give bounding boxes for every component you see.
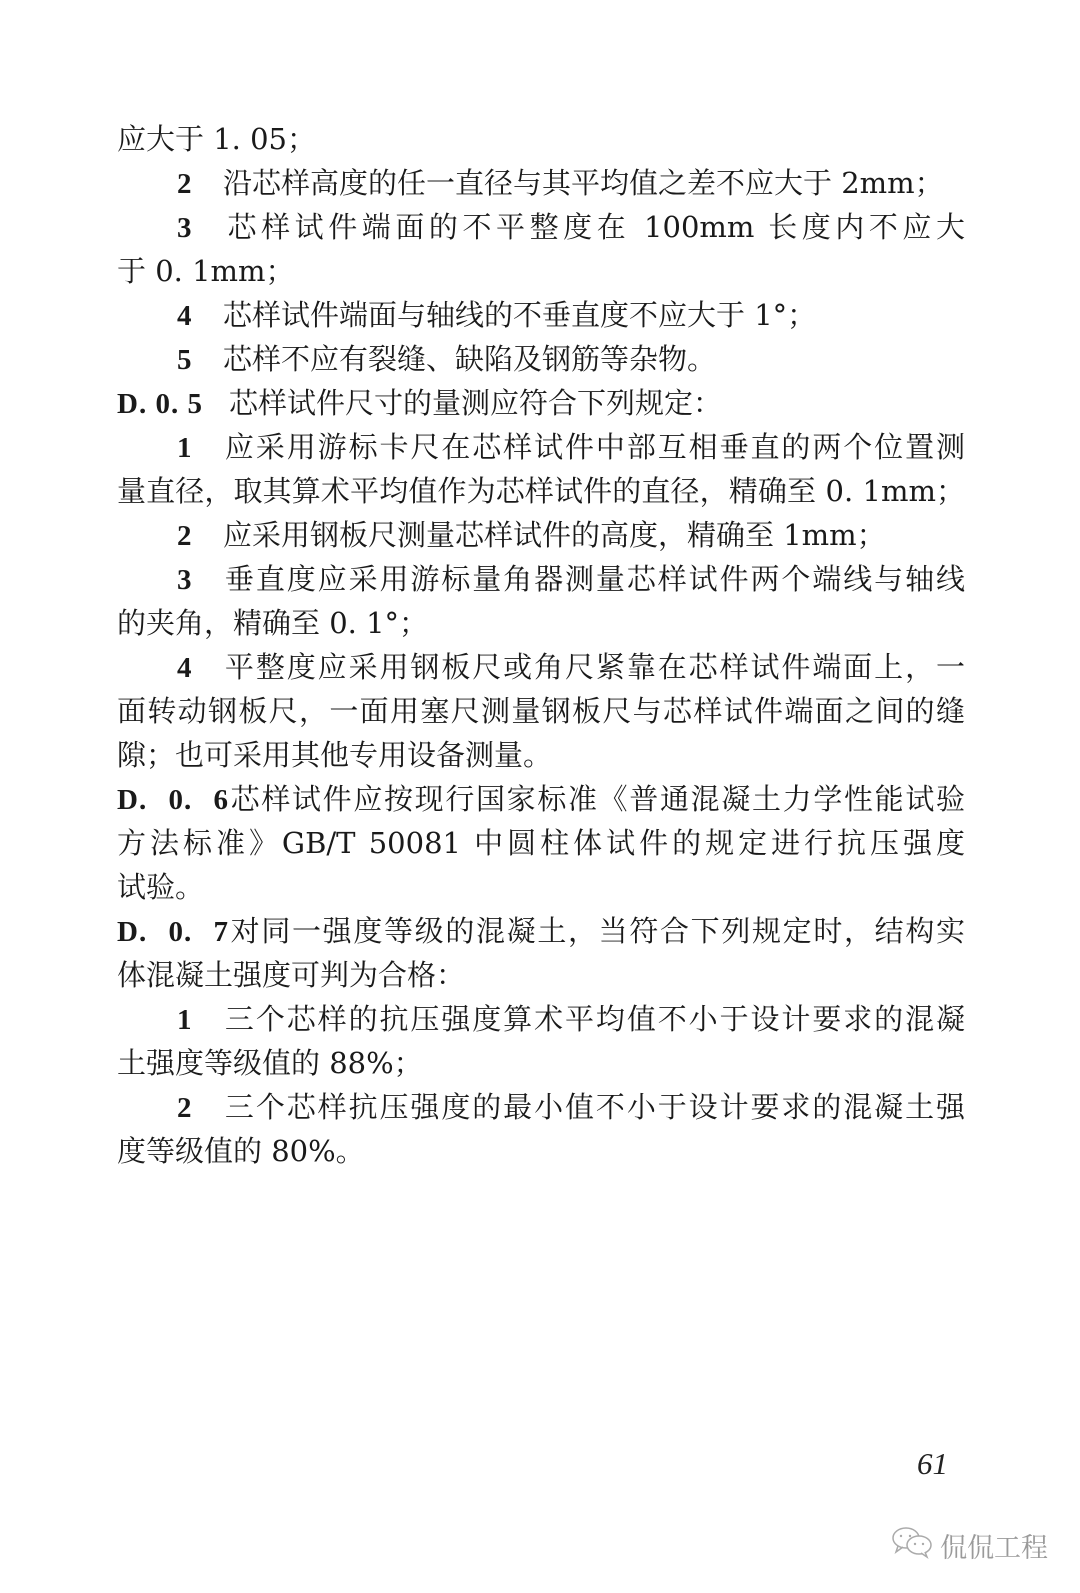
line-text: 三个芯样抗压强度的最小值不小于设计要求的混凝土强 — [223, 1090, 965, 1124]
line-text: 芯样不应有裂缝、缺陷及钢筋等杂物。 — [223, 342, 717, 376]
line-text: 芯样试件尺寸的量测应符合下列规定： — [229, 386, 723, 420]
line-text: 量直径，取其算术平均值作为芯样试件的直径，精确至 0. 1mm； — [117, 474, 965, 508]
list-item-line — [117, 293, 965, 337]
text-line — [117, 865, 965, 909]
line-text: 平整度应采用钢板尺或角尺紧靠在芯样试件端面上，一 — [223, 650, 965, 684]
list-item-line — [117, 513, 965, 557]
line-text: 方法标准》GB/T 50081 中圆柱体试件的规定进行抗压强度 — [117, 826, 965, 860]
list-item-line — [117, 1085, 965, 1129]
item-number: 1 — [177, 1004, 192, 1036]
text-line — [117, 1041, 965, 1085]
item-number: 4 — [177, 652, 192, 684]
clause-line — [117, 777, 965, 821]
line-text: 度等级值的 80%。 — [117, 1134, 365, 1168]
item-number: 2 — [177, 520, 192, 552]
line-text: 对同一强度等级的混凝土，当符合下列规定时，结构实 — [229, 914, 965, 948]
item-number: 1 — [177, 432, 192, 464]
line-text: 芯样试件应按现行国家标准《普通混凝土力学性能试验 — [229, 782, 965, 816]
page-number: 61 — [917, 1446, 948, 1481]
text-line — [117, 821, 965, 865]
text-line — [117, 733, 965, 777]
line-text: 三个芯样的抗压强度算术平均值不小于设计要求的混凝 — [223, 1002, 965, 1036]
line-text: 体混凝土强度可判为合格： — [117, 958, 466, 992]
line-text: 垂直度应采用游标量角器测量芯样试件两个端线与轴线 — [223, 562, 965, 596]
line-text: 芯样试件端面与轴线的不垂直度不应大于 1°； — [223, 298, 817, 332]
list-item-line — [117, 557, 965, 601]
list-item-line — [117, 425, 965, 469]
text-line — [117, 117, 965, 161]
clause-line — [117, 909, 965, 953]
line-text: 沿芯样高度的任一直径与其平均值之差不应大于 2mm； — [223, 166, 944, 200]
list-item-line — [117, 997, 965, 1041]
item-number: 5 — [177, 344, 192, 376]
clause-line — [117, 381, 965, 425]
item-number: 3 — [177, 564, 192, 596]
text-line — [117, 1129, 965, 1173]
watermark-text: 侃侃工程 — [940, 1533, 1048, 1564]
list-item-line — [117, 205, 965, 249]
clause-number: D. 0. 6 — [117, 784, 229, 816]
line-text: 试验。 — [117, 870, 205, 904]
line-text: 的夹角，精确至 0. 1°； — [117, 606, 429, 640]
line-text: 面转动钢板尺，一面用塞尺测量钢板尺与芯样试件端面之间的缝 — [117, 694, 965, 728]
list-item-line — [117, 645, 965, 689]
clause-number: D. 0. 5 — [117, 388, 203, 420]
line-text: 芯样试件端面的不平整度在 100mm 长度内不应大 — [223, 210, 965, 244]
item-number: 3 — [177, 212, 192, 244]
list-item-line — [117, 337, 965, 381]
watermark — [890, 1525, 1048, 1566]
text-line — [117, 601, 965, 645]
item-number: 2 — [177, 1092, 192, 1124]
wechat-icon — [890, 1525, 934, 1566]
line-text: 于 0. 1mm； — [117, 254, 295, 288]
line-text: 应大于 1. 05； — [117, 122, 317, 156]
document-body — [117, 117, 965, 1173]
item-number: 2 — [177, 168, 192, 200]
line-text: 土强度等级值的 88%； — [117, 1046, 423, 1080]
text-line — [117, 689, 965, 733]
line-text: 应采用游标卡尺在芯样试件中部互相垂直的两个位置测 — [223, 430, 965, 464]
clause-number: D. 0. 7 — [117, 916, 229, 948]
line-text: 隙；也可采用其他专用设备测量。 — [117, 738, 553, 772]
line-text: 应采用钢板尺测量芯样试件的高度，精确至 1mm； — [223, 518, 886, 552]
text-line — [117, 249, 965, 293]
list-item-line — [117, 161, 965, 205]
text-line — [117, 953, 965, 997]
text-line — [117, 469, 965, 513]
item-number: 4 — [177, 300, 192, 332]
